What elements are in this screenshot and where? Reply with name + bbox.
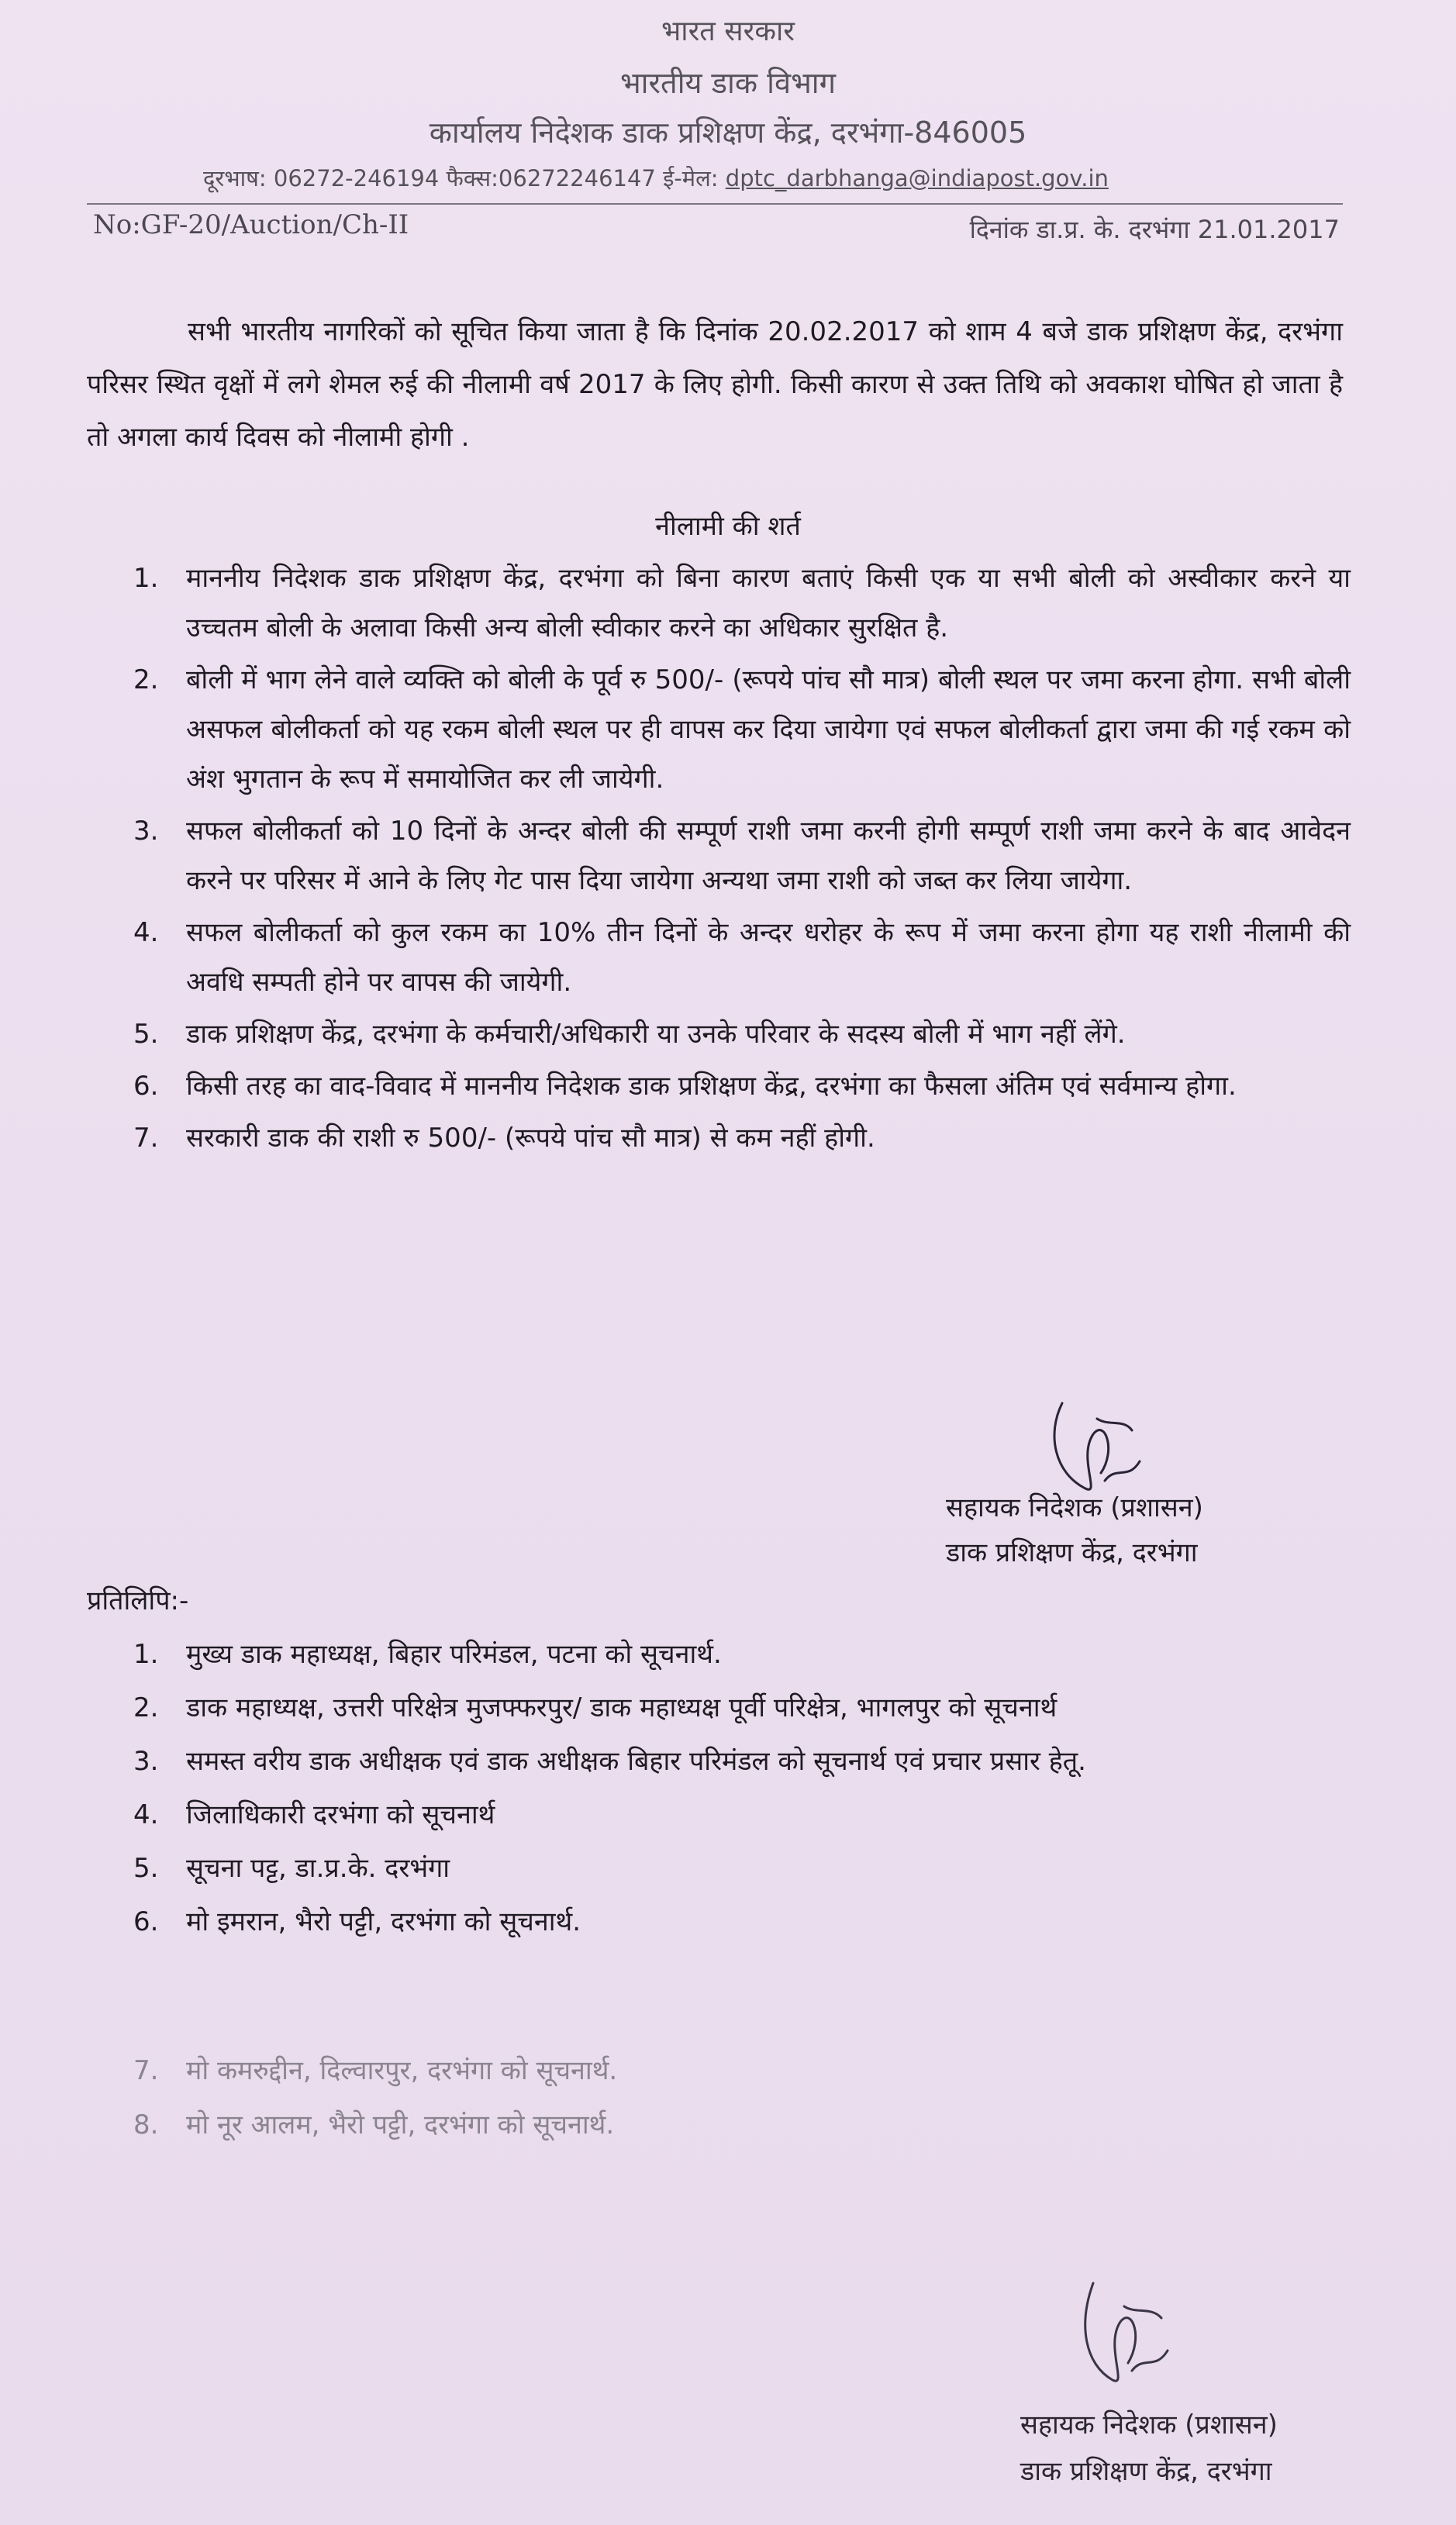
copy-number: 1. xyxy=(133,1639,159,1670)
condition-item xyxy=(87,1113,1351,1163)
faded-copy-item xyxy=(87,2044,1172,2098)
copy-text: सूचना पट्ट, डा.प्र.के. दरभंगा xyxy=(186,1853,450,1884)
signatory-1-block xyxy=(946,1485,1203,1575)
condition-text: डाक प्रशिक्षण केंद्र, दरभंगा के कर्मचारी/अधिकारी या उनके परिवार के सदस्य बोली में भाग नहीं लेंगे. xyxy=(186,1019,1126,1050)
copy-text: मो कमरुद्दीन, दिल्वारपुर, दरभंगा को सूचनार्थ. xyxy=(186,2055,618,2086)
faded-copy-item xyxy=(87,2098,1172,2152)
condition-number: 2. xyxy=(133,664,159,695)
copy-number: 6. xyxy=(133,1906,159,1937)
signatory-2-block xyxy=(1020,2402,1278,2495)
reference-date: दिनांक डा.प्र. के. दरभंगा 21.01.2017 xyxy=(969,215,1340,244)
condition-item xyxy=(87,806,1351,905)
condition-text: सफल बोलीकर्ता को 10 दिनों के अन्दर बोली की सम्पूर्ण राशी जमा करनी होगी सम्पूर्ण राशी जमा करने के बाद आवेदन करने पर परिसर में आने के लिए गेट पास दिया जायेगा अन्यथा जमा राशी को जब्त कर लिया जायेगा. xyxy=(186,816,1351,896)
condition-text: बोली में भाग लेने वाले व्यक्ति को बोली के पूर्व रु 500/- (रूपये पांच सौ मात्र) बोली स्थल पर जमा करना होगा. सभी बोली असफल बोलीकर्ता को यह रकम बोली स्थल पर ही वापस कर दिया जायेगा एवं सफल बोलीकर्ता द्वारा जमा की गई रकम को अंश भुगतान के रूप में समायोजित कर ली जायेगी. xyxy=(186,664,1351,795)
copy-text: मो इमरान, भैरो पट्टी, दरभंगा को सूचनार्थ. xyxy=(186,1906,581,1937)
header-contact xyxy=(203,163,1109,193)
condition-text: माननीय निदेशक डाक प्रशिक्षण केंद्र, दरभंगा को बिना कारण बताएं किसी एक या सभी बोली को अस्वीकार करने या उच्चतम बोली के अलावा किसी अन्य बोली स्वीकार करने का अधिकार सुरक्षित है. xyxy=(186,563,1351,643)
condition-item xyxy=(87,655,1351,804)
copy-item xyxy=(87,1735,1389,1789)
copy-number: 7. xyxy=(133,2055,159,2086)
signatory-2-designation: सहायक निदेशक (प्रशासन) xyxy=(1020,2409,1278,2440)
condition-number: 5. xyxy=(133,1019,159,1050)
condition-number: 7. xyxy=(133,1123,159,1154)
contact-email: dptc_darbhanga@indiapost.gov.in xyxy=(725,165,1109,191)
header-government: भारत सरकार xyxy=(661,16,795,47)
copy-number: 4. xyxy=(133,1799,159,1830)
copy-number: 3. xyxy=(133,1746,159,1777)
notice-paragraph: सभी भारतीय नागरिकों को सूचित किया जाता है कि दिनांक 20.02.2017 को शाम 4 बजे डाक प्रशिक्षण केंद्र, दरभंगा परिसर स्थित वृक्षों में लगे शेमल रुई की नीलामी वर्ष 2017 के लिए होगी. किसी कारण से उक्त तिथि को अवकाश घोषित हो जाता है तो अगला कार्य दिवस को नीलामी होगी . xyxy=(87,316,1343,453)
copy-item xyxy=(87,1895,1389,1949)
copy-list xyxy=(87,1628,1389,1949)
header-divider xyxy=(87,203,1343,205)
condition-item xyxy=(87,1009,1351,1059)
condition-item xyxy=(87,554,1351,653)
copy-item xyxy=(87,1789,1389,1842)
copy-heading: प्रतिलिपि:- xyxy=(87,1585,189,1616)
signatory-1-office: डाक प्रशिक्षण केंद्र, दरभंगा xyxy=(946,1537,1198,1568)
copy-text: मो नूर आलम, भैरो पट्टी, दरभंगा को सूचनार्थ. xyxy=(186,2109,615,2140)
condition-text: किसी तरह का वाद-विवाद में माननीय निदेशक डाक प्रशिक्षण केंद्र, दरभंगा का फैसला अंतिम एवं सर्वमान्य होगा. xyxy=(186,1071,1237,1102)
condition-text: सरकारी डाक की राशी रु 500/- (रूपये पांच सौ मात्र) से कम नहीं होगी. xyxy=(186,1123,875,1154)
copy-number: 2. xyxy=(133,1692,159,1723)
condition-item xyxy=(87,908,1351,1007)
copy-text: मुख्य डाक महाध्यक्ष, बिहार परिमंडल, पटना को सूचनार्थ. xyxy=(186,1639,722,1670)
condition-number: 6. xyxy=(133,1071,159,1102)
copy-item xyxy=(87,1682,1389,1735)
faded-copy-list xyxy=(87,2044,1172,2152)
copy-number: 8. xyxy=(133,2109,159,2140)
condition-number: 4. xyxy=(133,917,159,948)
header-office: कार्यालय निदेशक डाक प्रशिक्षण केंद्र, दरभंगा-846005 xyxy=(429,116,1027,150)
copy-text: डाक महाध्यक्ष, उत्तरी परिक्षेत्र मुजफ्फरपुर/ डाक महाध्यक्ष पूर्वी परिक्षेत्र, भागलपुर को सूचनार्थ xyxy=(186,1692,1057,1723)
condition-item xyxy=(87,1061,1351,1111)
copy-number: 5. xyxy=(133,1853,159,1884)
condition-text: सफल बोलीकर्ता को कुल रकम का 10% तीन दिनों के अन्दर धरोहर के रूप में जमा करना होगा यह राशी नीलामी की अवधि सम्पती होने पर वापस की जायेगी. xyxy=(186,917,1351,998)
signature-2 xyxy=(1054,2271,1178,2403)
signatory-1-designation: सहायक निदेशक (प्रशासन) xyxy=(946,1492,1203,1523)
copy-item xyxy=(87,1842,1389,1895)
copy-text: समस्त वरीय डाक अधीक्षक एवं डाक अधीक्षक बिहार परिमंडल को सूचनार्थ एवं प्रचार प्रसार हेतू. xyxy=(186,1746,1086,1777)
condition-number: 1. xyxy=(133,563,159,594)
contact-phone-fax: दूरभाष: 06272-246194 फैक्स:06272246147 ई-मेल: xyxy=(203,165,719,191)
condition-number: 3. xyxy=(133,816,159,847)
copy-text: जिलाधिकारी दरभंगा को सूचनार्थ xyxy=(186,1799,495,1830)
header-department: भारतीय डाक विभाग xyxy=(619,66,837,100)
copy-item xyxy=(87,1628,1389,1682)
signatory-2-office: डाक प्रशिक्षण केंद्र, दरभंगा xyxy=(1020,2456,1272,2487)
conditions-title: नीलामी की शर्त xyxy=(655,511,801,542)
reference-number: No:GF-20/Auction/Ch-II xyxy=(93,209,409,240)
conditions-list xyxy=(87,554,1351,1165)
